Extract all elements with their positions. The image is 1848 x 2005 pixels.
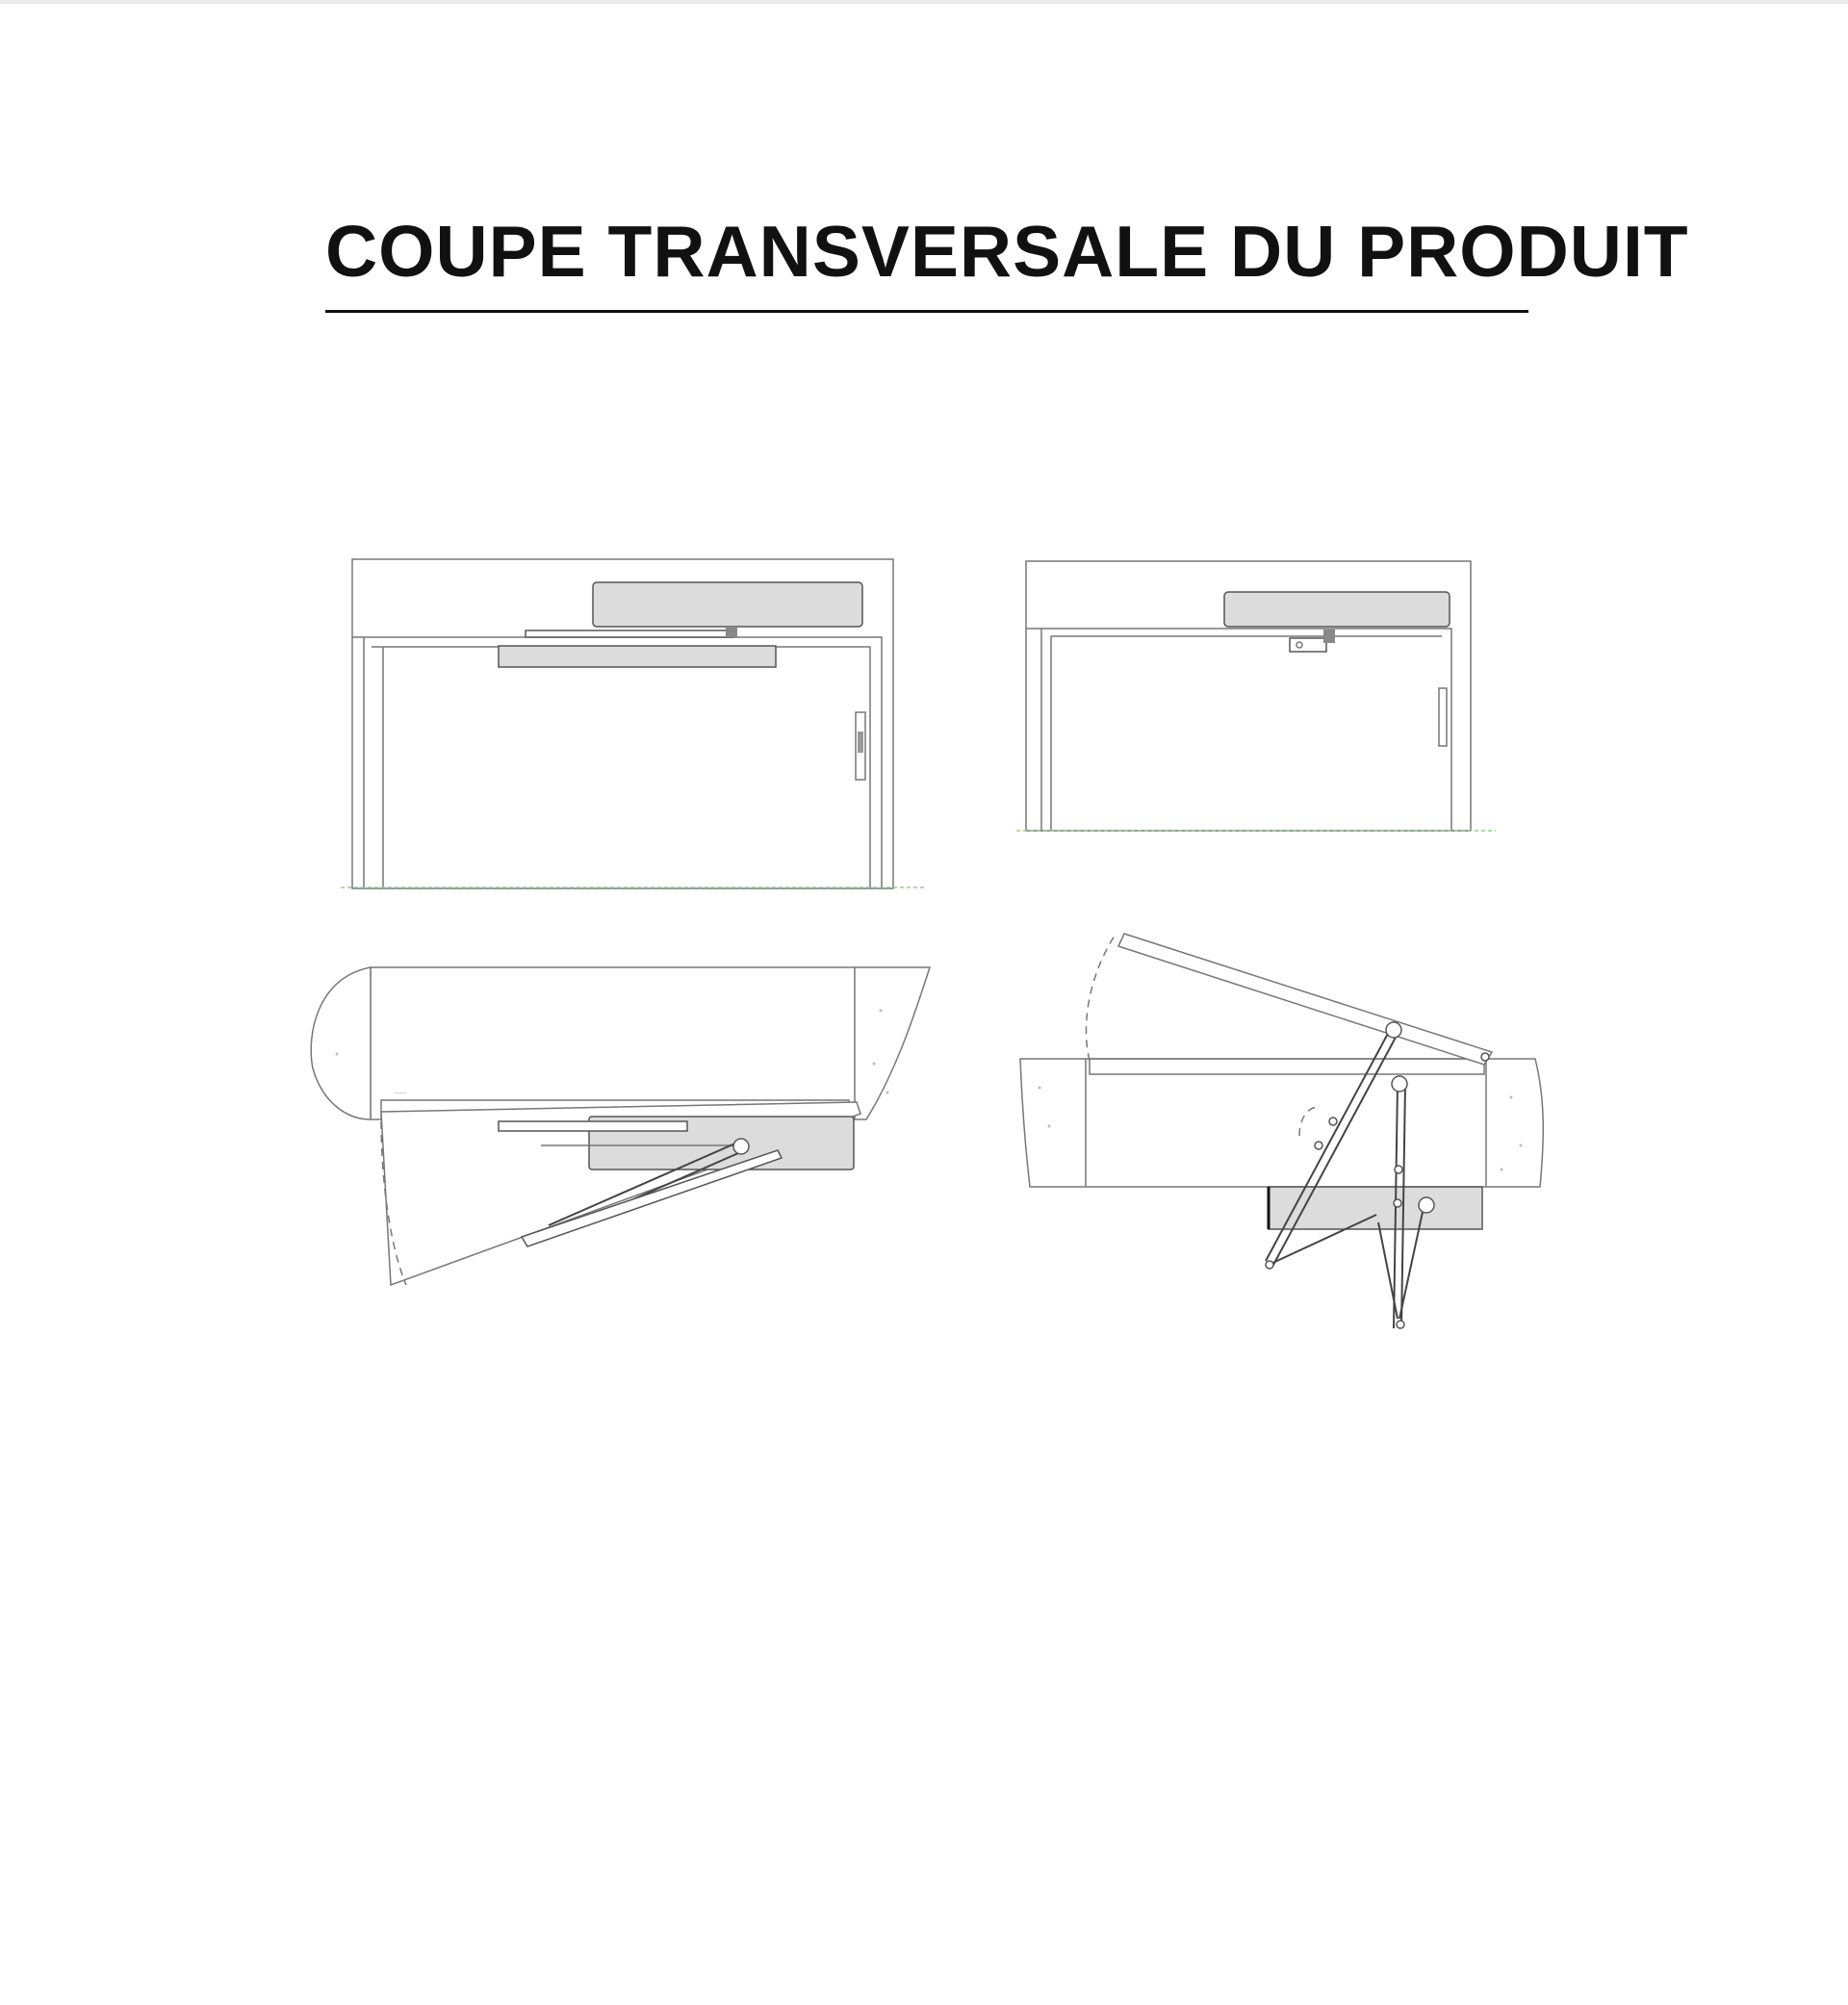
closer-arm <box>526 630 733 637</box>
mounting-plate <box>499 646 776 667</box>
slide-track-arm <box>1290 638 1326 652</box>
plan-view-standard-arm <box>298 958 953 1304</box>
top-divider <box>0 0 1848 4</box>
door-open <box>1118 934 1492 1065</box>
door-closer-body <box>593 582 862 627</box>
wall-section <box>371 967 930 1119</box>
title-block <box>325 208 1689 295</box>
closer-arm <box>499 1121 687 1131</box>
page-title: COUPE TRANSVERSALE DU PRODUIT <box>325 211 1689 292</box>
front-elevation-standard-arm <box>337 553 934 900</box>
wall-section <box>1020 1059 1543 1187</box>
wall-end-rounded <box>311 967 371 1119</box>
svg-text:——: —— <box>395 1091 406 1096</box>
door-closer-body <box>1269 1187 1482 1229</box>
title-underline <box>325 310 1528 313</box>
front-elevation-slide-track <box>1011 553 1502 842</box>
swing-arc <box>1086 936 1115 1061</box>
door-closer-body <box>1224 592 1450 627</box>
plan-view-parallel-arm <box>1011 914 1550 1338</box>
